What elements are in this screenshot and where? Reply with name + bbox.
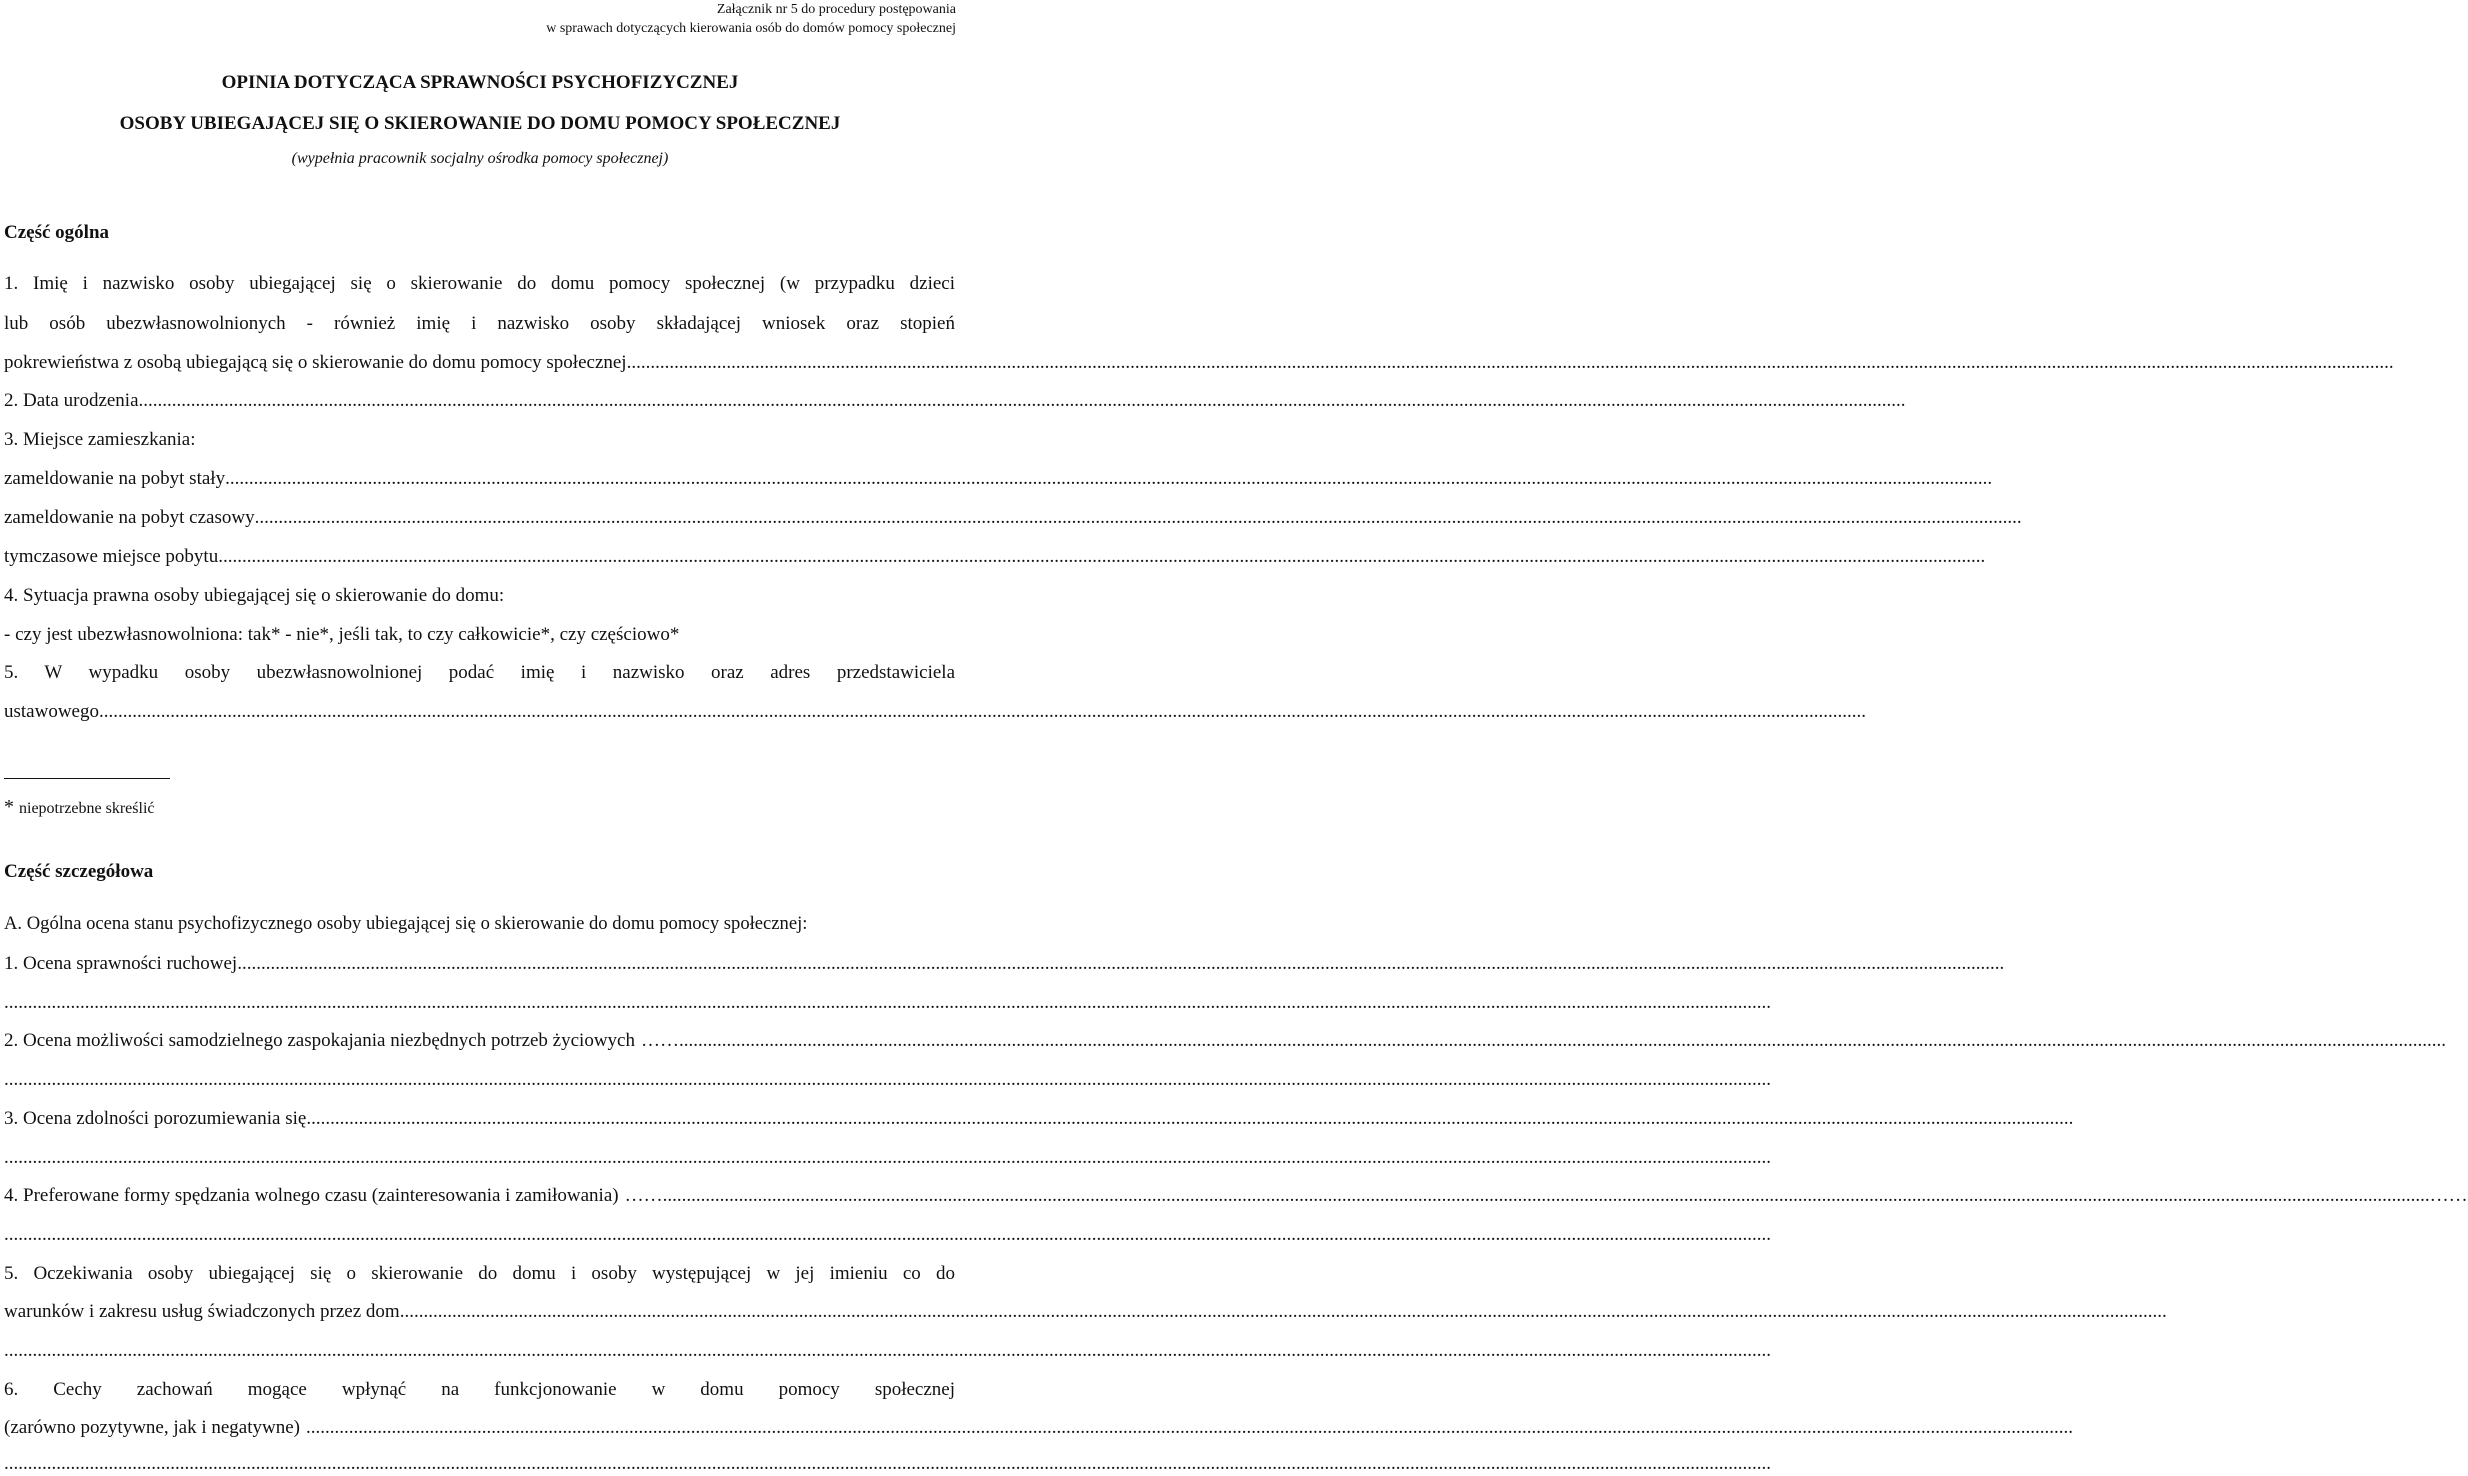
q2-lead: …… <box>640 1030 679 1051</box>
item1-fill[interactable]: .................................................................................................................................................................................................................................................................................................................................................................................... <box>626 352 2394 373</box>
item3b-row <box>4 506 2022 530</box>
q1-fill-2[interactable]: .................................................................................................................................................................................................................................................................................................................................................................................... <box>4 992 1771 1013</box>
q6-line2-text: (zarówno pozytywne, jak i negatywne) <box>4 1417 300 1438</box>
footnote-text: niepotrzebne skreślić <box>19 800 155 817</box>
q4-lead: …… <box>624 1185 663 1206</box>
q4-label: 4. Preferowane formy spędzania wolnego czasu (zainteresowania i zamiłowania) <box>4 1185 619 1206</box>
item3c-label: tymczasowe miejsce pobytu <box>4 546 219 567</box>
footnote <box>4 796 155 819</box>
item3b-fill[interactable]: .................................................................................................................................................................................................................................................................................................................................................................................... <box>254 507 2022 528</box>
item3a-label: zameldowanie na pobyt stały <box>4 468 226 489</box>
q5-extra-line <box>4 1339 1771 1363</box>
q6-fill[interactable]: .................................................................................................................................................................................................................................................................................................................................................................................... <box>305 1417 2073 1438</box>
item1-line3 <box>4 351 2394 375</box>
q3-label: 3. Ocena zdolności porozumiewania się <box>4 1108 307 1129</box>
item4-label: 4. Sytuacja prawna osoby ubiegającej się o skierowanie do domu: <box>4 585 505 606</box>
q2-fill-2[interactable]: .................................................................................................................................................................................................................................................................................................................................................................................... <box>4 1069 1771 1090</box>
footnote-star: * <box>4 796 14 818</box>
item3-label: 3. Miejsce zamieszkania: <box>4 429 196 450</box>
item3c-row <box>4 545 1986 569</box>
q6-fill-2[interactable]: .................................................................................................................................................................................................................................................................................................................................................................................... <box>4 1453 1771 1474</box>
q4-extra-line <box>4 1223 1771 1247</box>
document-title-line2: OSOBY UBIEGAJĄCEJ SIĘ O SKIEROWANIE DO DOMU POMOCY SPOŁECZNEJ <box>119 113 841 134</box>
q4-row <box>4 1184 2468 1208</box>
item1-line1: 1. Imię i nazwisko osoby ubiegającej się o skierowanie do domu pomocy społecznej (w przypadku dzieci <box>4 273 955 294</box>
item1-line3-text: pokrewieństwa z osobą ubiegającą się o skierowanie do domu pomocy społecznej <box>4 352 627 373</box>
q2-extra-line <box>4 1068 1771 1092</box>
item2-row <box>4 389 1906 413</box>
q5-fill-2[interactable]: .................................................................................................................................................................................................................................................................................................................................................................................... <box>4 1340 1771 1361</box>
q6-line2 <box>4 1416 2073 1440</box>
item4-sub: - czy jest ubezwłasnowolniona: tak* - nie*, jeśli tak, to czy całkowicie*, czy częściowo* <box>4 624 680 645</box>
q4-fill-2[interactable]: .................................................................................................................................................................................................................................................................................................................................................................................... <box>4 1224 1771 1245</box>
section-heading-detailed: Część szczegółowa <box>4 861 154 882</box>
q3-fill[interactable]: .................................................................................................................................................................................................................................................................................................................................................................................... <box>306 1108 2074 1129</box>
item2-label: 2. Data urodzenia <box>4 390 139 411</box>
q2-fill[interactable]: .................................................................................................................................................................................................................................................................................................................................................................................... <box>678 1030 2446 1051</box>
document-title-line1: OPINIA DOTYCZĄCA SPRAWNOŚCI PSYCHOFIZYCZNEJ <box>221 72 739 93</box>
item1-line2: lub osób ubezwłasnowolnionych - również imię i nazwisko osoby składającej wniosek oraz stopień <box>4 313 955 334</box>
attachment-header-line1: Załącznik nr 5 do procedury postępowania <box>716 2 956 17</box>
attachment-header-line2: w sprawach dotyczących kierowania osób do domów pomocy społecznej <box>546 21 956 36</box>
item5-line2 <box>4 700 1866 724</box>
q3-fill-2[interactable]: .................................................................................................................................................................................................................................................................................................................................................................................... <box>4 1147 1771 1168</box>
item5-fill[interactable]: .................................................................................................................................................................................................................................................................................................................................................................................... <box>98 701 1866 722</box>
q3-row <box>4 1107 2074 1131</box>
q6-line1: 6. Cechy zachowań mogące wpłynąć na funkcjonowanie w domu pomocy społecznej <box>4 1379 955 1400</box>
q2-label: 2. Ocena możliwości samodzielnego zaspokajania niezbędnych potrzeb życiowych <box>4 1030 635 1051</box>
q1-row <box>4 952 2005 976</box>
section-a-label: A. Ogólna ocena stanu psychofizycznego osoby ubiegającej się o skierowanie do domu pomocy społecznej: <box>4 913 808 934</box>
item5-line1: 5. W wypadku osoby ubezwłasnowolnionej podać imię i nazwisko oraz adres przedstawiciela <box>4 662 955 683</box>
footnote-rule <box>4 778 170 779</box>
q6-extra-line <box>4 1452 1771 1476</box>
q5-fill[interactable]: .................................................................................................................................................................................................................................................................................................................................................................................... <box>399 1301 2167 1322</box>
section-heading-general: Część ogólna <box>4 222 110 243</box>
item3a-fill[interactable]: .................................................................................................................................................................................................................................................................................................................................................................................... <box>225 468 1993 489</box>
q2-row <box>4 1029 2446 1053</box>
item2-fill[interactable]: .................................................................................................................................................................................................................................................................................................................................................................................... <box>138 390 1906 411</box>
item5-line2-text: ustawowego <box>4 701 99 722</box>
q5-line1: 5. Oczekiwania osoby ubiegającej się o skierowanie do domu i osoby występującej w jej imieniu co do <box>4 1263 955 1284</box>
q5-line2-text: warunków i zakresu usług świadczonych przez dom <box>4 1301 400 1322</box>
q1-extra-line <box>4 991 1771 1015</box>
attachment-header <box>546 0 956 38</box>
item3c-fill[interactable]: .................................................................................................................................................................................................................................................................................................................................................................................... <box>218 546 1986 567</box>
q4-tail: …… <box>2429 1185 2468 1206</box>
q4-fill[interactable]: .................................................................................................................................................................................................................................................................................................................................................................................... <box>662 1185 2430 1206</box>
q1-label: 1. Ocena sprawności ruchowej <box>4 953 238 974</box>
document-subtitle: (wypełnia pracownik socjalny ośrodka pomocy społecznej) <box>291 150 669 167</box>
q3-extra-line <box>4 1146 1771 1170</box>
item3a-row <box>4 467 1993 491</box>
q1-fill[interactable]: .................................................................................................................................................................................................................................................................................................................................................................................... <box>237 953 2005 974</box>
q5-line2 <box>4 1300 2167 1324</box>
item3b-label: zameldowanie na pobyt czasowy <box>4 507 255 528</box>
